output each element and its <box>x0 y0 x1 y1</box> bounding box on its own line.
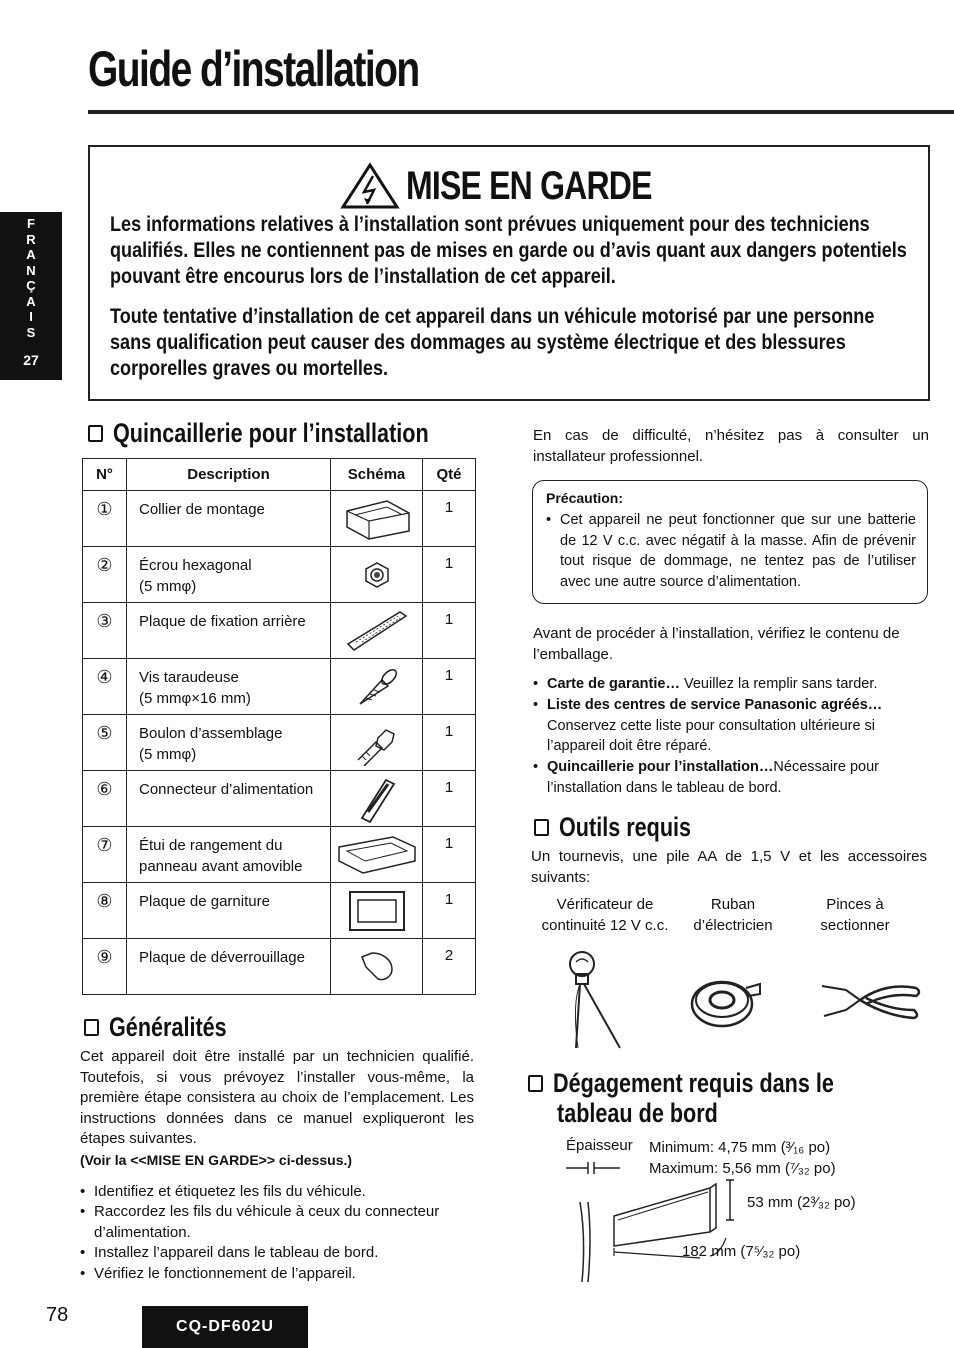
part-quantity: 1 <box>423 659 476 715</box>
thickness-minimum: Minimum: 4,75 mm (³⁄₁₆ po) <box>649 1139 831 1156</box>
part-description: Plaque de fixation arrière <box>127 603 331 659</box>
table-row <box>83 659 476 715</box>
part-quantity: 2 <box>423 939 476 995</box>
checkbox-bullet-icon <box>88 425 103 442</box>
part-schema <box>331 939 423 995</box>
precaution-title: Précaution: <box>546 490 624 506</box>
part-number: ⑦ <box>83 827 127 883</box>
opening-width: 182 mm (7⁵⁄₃₂ po) <box>682 1243 801 1260</box>
section-heading-text: Outils requis <box>559 812 692 842</box>
section-heading-text: Généralités <box>109 1012 227 1042</box>
thickness-label: Épaisseur <box>566 1137 633 1154</box>
table-row <box>83 939 476 995</box>
tool-label: Ruban d’électricien <box>693 896 773 934</box>
part-description: Plaque de déverrouillage <box>127 939 331 995</box>
release-plate-icon <box>354 947 400 987</box>
part-number: ⑧ <box>83 883 127 939</box>
part-number: ③ <box>83 603 127 659</box>
side-tab-letter: F <box>27 216 35 231</box>
part-schema <box>331 827 423 883</box>
tool-label: Pinces à sectionner <box>820 896 890 934</box>
part-schema <box>331 491 423 547</box>
checkbox-bullet-icon <box>528 1075 543 1092</box>
warning-heading <box>340 162 713 210</box>
general-intro: Cet appareil doit être installé par un technicien qualifié. Toutefois, si vous prévoyez l’installer vous-même, la première étape consistera au choix de l’emplacement. Les instructions données dans ce manuel expliqueront les étapes suivantes. <box>80 1048 474 1147</box>
model-badge: CQ-DF602U <box>142 1306 308 1348</box>
section-heading-general <box>84 1012 256 1043</box>
general-bullet: • Raccordez les fils du véhicule à ceux du connecteur d’alimentation. <box>80 1202 476 1243</box>
part-description: Connecteur d’alimentation <box>127 771 331 827</box>
part-description: Vis taraudeuse (5 mmφ×16 mm) <box>127 659 331 715</box>
trim-plate-icon <box>344 888 410 934</box>
part-schema <box>331 659 423 715</box>
package-item <box>533 674 929 695</box>
part-description: Plaque de garniture <box>127 883 331 939</box>
general-note: (Voir la <<MISE EN GARDE>> ci-dessus.) <box>80 1152 353 1168</box>
dashboard-opening-diagram <box>560 1158 750 1288</box>
table-row <box>83 883 476 939</box>
package-item <box>533 695 929 757</box>
side-tab-letter: N <box>26 262 36 278</box>
section-heading-clearance <box>528 1068 904 1099</box>
table-row <box>83 771 476 827</box>
part-description: Écrou hexagonal (5 mmφ) <box>127 547 331 603</box>
side-tab-page: 27 <box>23 352 39 368</box>
part-number: ⑤ <box>83 715 127 771</box>
electric-warning-icon <box>340 162 400 210</box>
wire-cutter-icon <box>822 986 919 1018</box>
side-tab-letter: A <box>26 247 36 262</box>
consult-text: En cas de difficulté, n’hésitez pas à consulter un installateur professionnel. <box>533 427 929 465</box>
general-bullet: • Vérifiez le fonctionnement de l’appareil. <box>80 1264 476 1285</box>
table-row <box>83 603 476 659</box>
part-description: Boulon d’assemblage (5 mmφ) <box>127 715 331 771</box>
side-tab-letter: R <box>26 231 36 247</box>
power-connector-icon <box>352 774 402 824</box>
tapping-screw-icon <box>352 664 402 710</box>
table-row <box>83 827 476 883</box>
storage-case-icon <box>335 833 419 877</box>
section-heading-text: Quincaillerie pour l’installation <box>113 418 429 448</box>
part-number: ① <box>83 491 127 547</box>
part-quantity: 1 <box>423 547 476 603</box>
section-heading-tools <box>534 812 724 843</box>
part-schema <box>331 715 423 771</box>
precaution-text: • Cet appareil ne peut fonctionner que sur une batterie de 12 V c.c. avec négatif à la masse. Afin de prévenir tout risque de dommage, ne tentez pas de l’utiliser avec une autre source d’alimentation. <box>546 510 916 592</box>
general-bullet: • Installez l’appareil dans le tableau de bord. <box>80 1243 476 1264</box>
part-description: Étui de rangement du panneau avant amovible <box>127 827 331 883</box>
table-header-row <box>83 459 476 491</box>
tools-intro: Un tournevis, une pile AA de 1,5 V et les accessoires suivants: <box>531 848 927 886</box>
part-quantity: 1 <box>423 715 476 771</box>
table-row <box>83 491 476 547</box>
title-rule <box>88 110 954 114</box>
part-schema <box>331 547 423 603</box>
mounting-collar-icon <box>337 497 417 541</box>
side-tab-letter: S <box>26 324 36 340</box>
part-quantity: 1 <box>423 603 476 659</box>
general-bullet: • Identifiez et étiquetez les fils du véhicule. <box>80 1182 476 1203</box>
part-quantity: 1 <box>423 883 476 939</box>
assembly-bolt-icon <box>352 720 402 766</box>
column-header: Schéma <box>331 459 423 491</box>
checkbox-bullet-icon <box>534 819 549 836</box>
part-schema <box>331 883 423 939</box>
section-heading-text-line2: tableau de bord <box>557 1098 718 1128</box>
part-description: Collier de montage <box>127 491 331 547</box>
package-item-title: Liste des centres de service Panasonic agréés… <box>547 697 883 713</box>
tool-label: Vérificateur de continuité 12 V c.c. <box>541 896 669 934</box>
part-number: ④ <box>83 659 127 715</box>
warning-paragraph-2: Toute tentative d’installation de cet appareil dans un véhicule motorisé par une personne sans qualification peut causer des dommages au système électrique et des blessures corporelles graves ou mortelles. <box>110 305 875 380</box>
part-quantity: 1 <box>423 827 476 883</box>
table-row <box>83 547 476 603</box>
part-number: ② <box>83 547 127 603</box>
table-row <box>83 715 476 771</box>
part-quantity: 1 <box>423 771 476 827</box>
warning-title: MISE EN GARDE <box>406 163 652 208</box>
page-number: 78 <box>46 1304 69 1326</box>
side-tab-letter: Ç <box>26 278 36 293</box>
side-tab-letter: A <box>26 293 36 309</box>
hardware-table <box>82 458 476 995</box>
part-number: ⑥ <box>83 771 127 827</box>
package-item-title: Quincaillerie pour l’installation… <box>547 759 774 775</box>
part-number: ⑨ <box>83 939 127 995</box>
section-heading-hardware <box>88 418 508 449</box>
part-schema <box>331 603 423 659</box>
check-intro: Avant de procéder à l’installation, vérifiez le contenu de l’emballage. <box>533 625 900 663</box>
checkbox-bullet-icon <box>84 1019 99 1036</box>
package-item-text: Veuillez la remplir sans tarder. <box>679 676 878 692</box>
package-item-text: Nécessaire pour l’installation dans le tableau de bord. <box>547 759 879 796</box>
column-header: Description <box>127 459 331 491</box>
package-item-title: Carte de garantie… <box>547 676 680 692</box>
column-header: Qté <box>423 459 476 491</box>
section-heading-text: Dégagement requis dans le <box>553 1068 834 1098</box>
language-side-tab <box>0 212 62 380</box>
thickness-maximum: Maximum: 5,56 mm (⁷⁄₃₂ po) <box>649 1160 836 1177</box>
rear-plate-icon <box>342 608 412 654</box>
hex-nut-icon <box>362 560 392 590</box>
side-tab-letter: I <box>29 309 33 324</box>
package-item <box>533 757 929 798</box>
column-header: N° <box>83 459 127 491</box>
electrical-tape-icon <box>686 972 766 1032</box>
warning-paragraph-1: Les informations relatives à l’installation sont prévues uniquement pour des techniciens qualifiés. Elles ne contiennent pas de mises en garde ou d’avis quant aux dangers potentiels pouvant être encourus lors de l’installation de cet appareil. <box>110 213 907 288</box>
part-quantity: 1 <box>423 491 476 547</box>
page-title: Guide d’installation <box>88 41 419 97</box>
package-item-text: Conservez cette liste pour consultation ultérieure si l’appareil doit être réparé. <box>547 717 876 754</box>
part-schema <box>331 771 423 827</box>
opening-height: 53 mm (2³⁄₃₂ po) <box>747 1194 856 1211</box>
continuity-tester-icon <box>556 944 636 1054</box>
